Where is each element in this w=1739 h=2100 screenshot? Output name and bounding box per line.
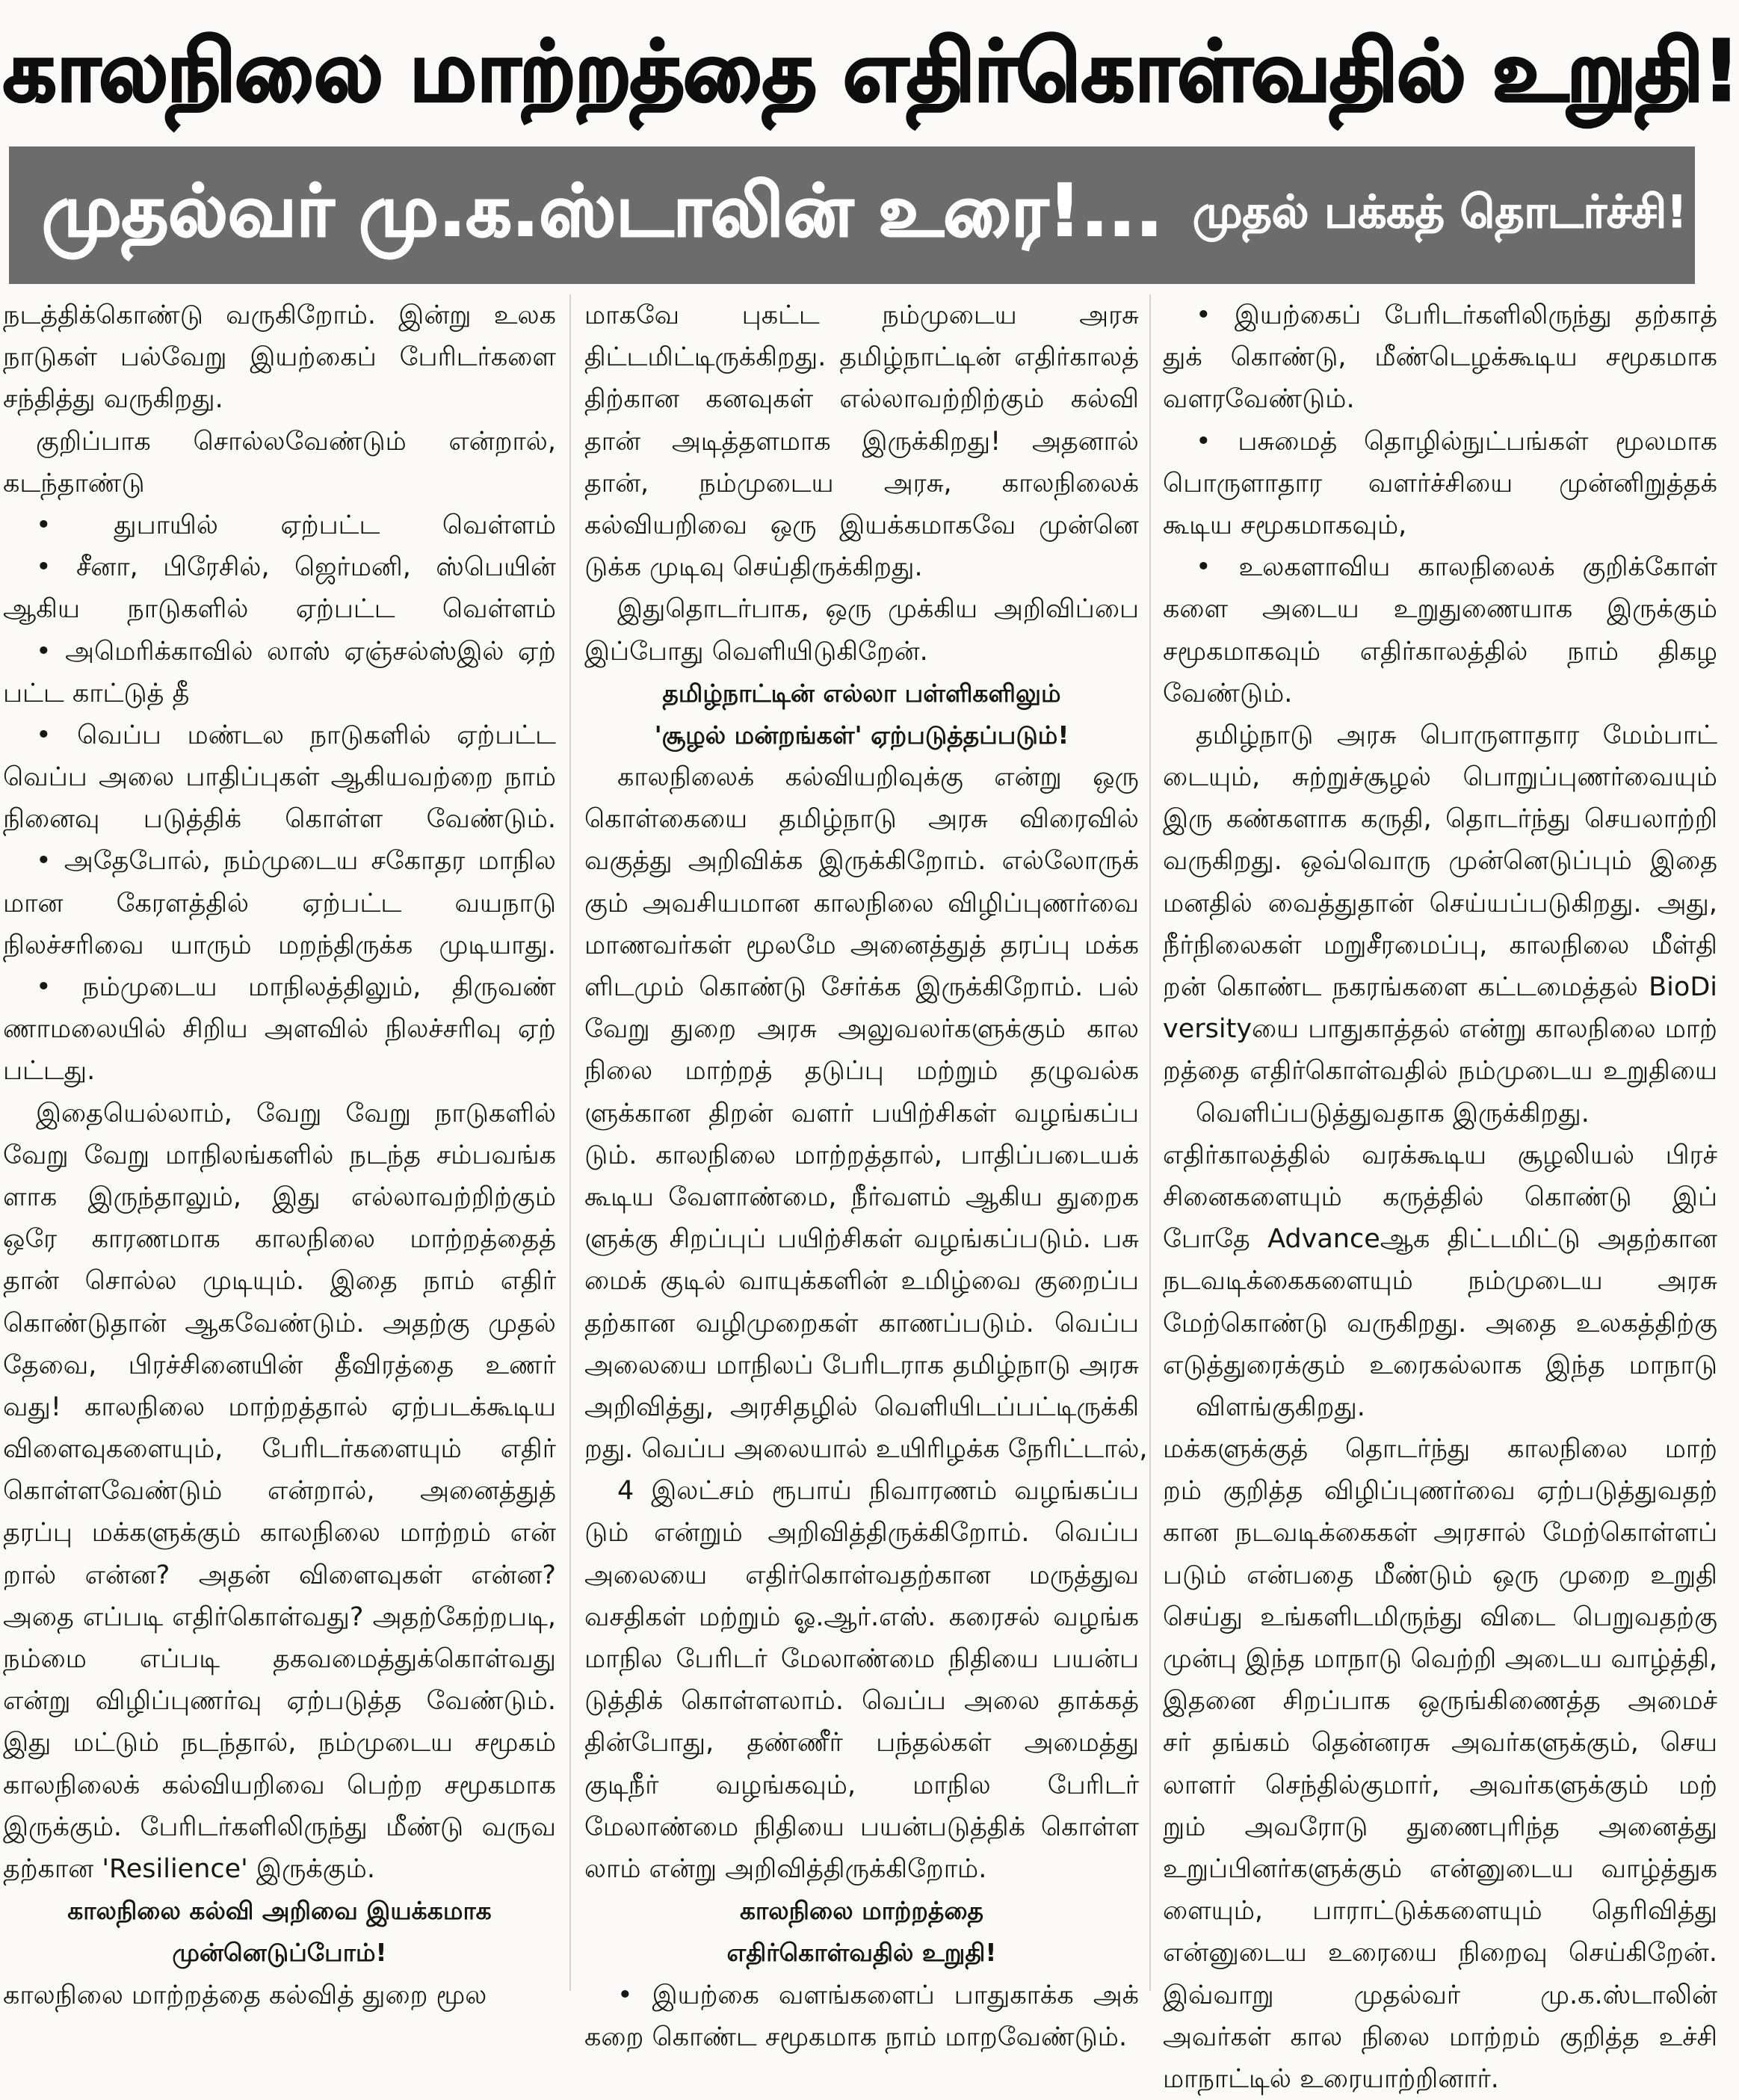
text-line: மாநாட்டில் உரையாற்றினார். bbox=[1163, 2063, 1499, 2094]
text-line: டுத்திக் கொள்ளலாம். வெப்ப அலை தாக்கத் bbox=[584, 1686, 1139, 1717]
text-line: சமூகமாகவும் எதிர்காலத்தில் நாம் திகழ bbox=[1163, 636, 1717, 667]
text-line: • இயற்கை வளங்களைப் பாதுகாக்க அக் bbox=[617, 1980, 1139, 2010]
text-line: டுக்க முடிவு செய்திருக்கிறது. bbox=[584, 552, 923, 583]
text-line: இதனை சிறப்பாக ஒருங்கிணைத்த அமைச் bbox=[1163, 1686, 1717, 1717]
text-line: • நம்முடைய மாநிலத்திலும், திருவண் bbox=[36, 972, 556, 1002]
text-line: இவ்வாறு முதல்வர் மு.க.ஸ்டாலின் bbox=[1163, 1980, 1717, 2010]
text-line: இதையெல்லாம், வேறு வேறு நாடுகளில் bbox=[36, 1098, 556, 1128]
text-line: பட்ட காட்டுத் தீ bbox=[3, 678, 190, 708]
text-line: • சீனா, பிரேசில், ஜெர்மனி, ஸ்பெயின் bbox=[36, 552, 556, 583]
text-line: வெளிப்படுத்துவதாக இருக்கிறது. bbox=[1196, 1098, 1590, 1128]
section-heading-line: காலநிலை கல்வி அறிவை இயக்கமாக bbox=[67, 1896, 492, 1926]
text-line: எடுத்துரைக்கும் உரைகல்லாக இந்த மாநாடு bbox=[1163, 1350, 1717, 1380]
text-line: இதுதொடர்பாக, ஒரு முக்கிய அறிவிப்பை bbox=[617, 594, 1139, 625]
article-column-3 bbox=[1163, 294, 1717, 2094]
text-line: ளையும், பாராட்டுக்களையும் தெரிவித்து bbox=[1163, 1896, 1717, 1927]
text-line: கூடிய வேளாண்மை, நீர்வளம் ஆகிய துறைக bbox=[584, 1182, 1139, 1212]
text-line: எதிர்காலத்தில் வரக்கூடிய சூழலியல் பிரச் bbox=[1163, 1140, 1717, 1170]
text-line: கொள்ளவேண்டும் என்றால், அனைத்துத் bbox=[3, 1476, 556, 1507]
text-line: ஒரே காரணமாக காலநிலை மாற்றத்தைத் bbox=[3, 1224, 556, 1255]
text-line: சினைகளையும் கருத்தில் கொண்டு இப் bbox=[1163, 1182, 1717, 1212]
text-line: ணாமலையில் சிறிய அளவில் நிலச்சரிவு ஏற் bbox=[3, 1014, 556, 1045]
text-line: ளிடமும் கொண்டு சேர்க்க இருக்கிறோம். பல் bbox=[584, 972, 1139, 1002]
text-line: காலநிலை மாற்றத்தை கல்வித் துறை மூல bbox=[3, 1980, 487, 2010]
text-line: காலநிலைக் கல்வியறிவுக்கு என்று ஒரு bbox=[617, 762, 1139, 793]
subheadline-continued: முதல் பக்கத் தொடர்ச்சி! bbox=[1192, 186, 1687, 238]
text-line: கொள்கையை தமிழ்நாடு அரசு விரைவில் bbox=[584, 804, 1139, 835]
text-line: நீர்நிலைகள் மறுசீரமைப்பு, காலநிலை மீள்தி bbox=[1163, 930, 1717, 960]
text-line: வேண்டும். bbox=[1163, 678, 1293, 708]
text-line: நிலை மாற்றத் தடுப்பு மற்றும் தழுவல்க bbox=[584, 1056, 1139, 1087]
text-line: • இயற்கைப் பேரிடர்களிலிருந்து தற்காத் bbox=[1196, 300, 1717, 330]
section-heading-line: எதிர்கொள்வதில் உறுதி! bbox=[726, 1938, 997, 1968]
text-line: மாணவர்கள் மூலமே அனைத்துத் தரப்பு மக்க bbox=[584, 930, 1139, 960]
section-heading-line: 'சூழல் மன்றங்கள்' ஏற்படுத்தப்படும்! bbox=[654, 720, 1069, 750]
text-line: விளங்குகிறது. bbox=[1196, 1392, 1365, 1422]
text-line: சந்தித்து வருகிறது. bbox=[3, 384, 223, 415]
text-line: வசதிகள் மற்றும் ஓ.ஆர்.எஸ். கரைசல் வழங்க bbox=[584, 1602, 1139, 1632]
text-line: றால் என்ன? அதன் விளைவுகள் என்ன? bbox=[3, 1560, 556, 1590]
text-line: ளுக்கான திறன் வளர் பயிற்சிகள் வழங்கப்ப bbox=[584, 1098, 1139, 1128]
text-line: மேலாண்மை நிதியை பயன்படுத்திக் கொள்ள bbox=[584, 1812, 1139, 1842]
text-line: வகுத்து அறிவிக்க இருக்கிறோம். எல்லோருக் bbox=[584, 846, 1139, 877]
text-line: கறை கொண்ட சமூகமாக நாம் மாறவேண்டும். bbox=[584, 2022, 1128, 2052]
text-line: மேற்கொண்டு வருகிறது. அதை உலகத்திற்கு bbox=[1163, 1308, 1717, 1338]
text-line: திற்கான கனவுகள் எல்லாவற்றிற்கும் கல்வி bbox=[584, 384, 1139, 415]
text-line: வேறு வேறு மாநிலங்களில் நடந்த சம்பவங்க bbox=[3, 1140, 556, 1170]
text-line: கொண்டுதான் ஆகவேண்டும். அதற்கு முதல் bbox=[3, 1308, 556, 1338]
text-line: ளாக இருந்தாலும், இது எல்லாவற்றிற்கும் bbox=[3, 1182, 556, 1212]
text-line: நிலச்சரிவை யாரும் மறந்திருக்க முடியாது. bbox=[3, 930, 556, 960]
text-line: டும் என்றும் அறிவித்திருக்கிறோம். வெப்ப bbox=[584, 1518, 1139, 1548]
text-line: versityயை பாதுகாத்தல் என்று காலநிலை மாற் bbox=[1163, 1014, 1717, 1045]
text-line: தான், நம்முடைய அரசு, காலநிலைக் bbox=[584, 468, 1139, 498]
text-line: டும். காலநிலை மாற்றத்தால், பாதிப்படையக் bbox=[584, 1140, 1139, 1170]
text-line: செய்து உங்களிடமிருந்து விடை பெறுவதற்கு bbox=[1163, 1602, 1717, 1632]
text-line: குடிநீர் வழங்கவும், மாநில பேரிடர் bbox=[584, 1770, 1139, 1800]
text-line: திட்டமிட்டிருக்கிறது. தமிழ்நாட்டின் எதிர்காலத் bbox=[584, 342, 1139, 373]
text-line: ளுக்கு சிறப்புப் பயிற்சிகள் வழங்கப்படும். பசு bbox=[584, 1224, 1139, 1255]
text-line: அலையை எதிர்கொள்வதற்கான மருத்துவ bbox=[584, 1560, 1139, 1590]
text-line: றம் குறித்த விழிப்புணர்வை ஏற்படுத்துவதற் bbox=[1163, 1476, 1717, 1507]
text-line: நாடுகள் பல்வேறு இயற்கைப் பேரிடர்களை bbox=[3, 342, 556, 373]
text-line: காலநிலைக் கல்வியறிவை பெற்ற சமூகமாக bbox=[3, 1770, 556, 1800]
text-line: டையும், சுற்றுச்சூழல் பொறுப்புணர்வையும் bbox=[1163, 762, 1717, 793]
text-line: மனதில் வைத்துதான் செய்யப்படுகிறது. அது, bbox=[1163, 888, 1717, 918]
text-line: றும் அவரோடு துணைபுரிந்த அனைத்து bbox=[1163, 1812, 1717, 1842]
headline: காலநிலை மாற்றத்தை எதிர்கொள்வதில் உறுதி! bbox=[3, 23, 1739, 120]
text-line: றன் கொண்ட நகரங்களை கட்டமைத்தல் BioDi bbox=[1163, 972, 1717, 1002]
text-line: வது! காலநிலை மாற்றத்தால் ஏற்படக்கூடிய bbox=[3, 1392, 556, 1422]
text-line: துக் கொண்டு, மீண்டெழக்கூடிய சமூகமாக bbox=[1163, 342, 1717, 373]
text-line: தற்கான 'Resilience' இருக்கும். bbox=[3, 1853, 375, 1884]
text-line: அறிவித்து, அரசிதழில் வெளியிடப்பட்டிருக்கி bbox=[584, 1392, 1139, 1422]
text-line: • அதேபோல், நம்முடைய சகோதர மாநில bbox=[36, 846, 556, 877]
text-line: விளைவுகளையும், பேரிடர்களையும் எதிர் bbox=[3, 1434, 556, 1465]
section-heading-line: காலநிலை மாற்றத்தை bbox=[739, 1896, 984, 1926]
text-line: தான் சொல்ல முடியும். இதை நாம் எதிர் bbox=[3, 1266, 556, 1297]
text-line: இருக்கும். பேரிடர்களிலிருந்து மீண்டு வருவ bbox=[3, 1812, 556, 1842]
text-line: அவர்கள் கால நிலை மாற்றம் குறித்த உச்சி bbox=[1163, 2022, 1717, 2052]
section-heading-line: முன்னெடுப்போம்! bbox=[172, 1938, 387, 1968]
text-line: மாகவே புகட்ட நம்முடைய அரசு bbox=[584, 300, 1139, 330]
text-line: பொருளாதார வளர்ச்சியை முன்னிறுத்தக் bbox=[1163, 468, 1717, 498]
text-line: நம்மை எப்படி தகவமைத்துக்கொள்வது bbox=[3, 1644, 556, 1674]
text-line: வளரவேண்டும். bbox=[1163, 384, 1355, 415]
text-line: ஆகிய நாடுகளில் ஏற்பட்ட வெள்ளம் bbox=[3, 594, 556, 625]
text-line: நினைவு படுத்திக் கொள்ள வேண்டும். bbox=[3, 804, 556, 835]
text-line: வருகிறது. ஒவ்வொரு முன்னெடுப்பும் இதை bbox=[1163, 846, 1717, 877]
text-line: படும் என்பதை மீண்டும் ஒரு முறை உறுதி bbox=[1163, 1560, 1717, 1590]
text-line: அலையை மாநிலப் பேரிடராக தமிழ்நாடு அரசு bbox=[584, 1350, 1139, 1380]
article-column-2 bbox=[584, 294, 1148, 2052]
text-line: • வெப்ப மண்டல நாடுகளில் ஏற்பட்ட bbox=[36, 720, 556, 750]
text-line: என்னுடைய உரையை நிறைவு செய்கிறேன். bbox=[1163, 1938, 1717, 1968]
text-line: • உலகளாவிய காலநிலைக் குறிக்கோள் bbox=[1196, 552, 1717, 583]
text-line: லாம் என்று அறிவித்திருக்கிறோம். bbox=[584, 1853, 987, 1884]
text-line: நடத்திக்கொண்டு வருகிறோம். இன்று உலக bbox=[3, 300, 556, 330]
text-line: கூடிய சமூகமாகவும், bbox=[1163, 510, 1407, 540]
text-line: தற்கான வழிமுறைகள் காணப்படும். வெப்ப bbox=[584, 1308, 1139, 1338]
text-line: மான கேரளத்தில் ஏற்பட்ட வயநாடு bbox=[3, 888, 556, 918]
text-line: கும் அவசியமான காலநிலை விழிப்புணர்வை bbox=[584, 888, 1139, 918]
text-line: மாநில பேரிடர் மேலாண்மை நிதியை பயன்ப bbox=[584, 1644, 1139, 1674]
text-line: நடவடிக்கைகளையும் நம்முடைய அரசு bbox=[1163, 1266, 1717, 1297]
subheadline-main: முதல்வர் மு.க.ஸ்டாலின் உரை!... bbox=[42, 168, 1163, 253]
text-line: 4 இலட்சம் ரூபாய் நிவாரணம் வழங்கப்ப bbox=[617, 1476, 1139, 1507]
text-line: இரு கண்களாக கருதி, தொடர்ந்து செயலாற்றி bbox=[1163, 804, 1717, 835]
text-line: இது மட்டும் நடந்தால், நம்முடைய சமூகம் bbox=[3, 1728, 556, 1758]
text-line: கான நடவடிக்கைகள் அரசால் மேற்கொள்ளப் bbox=[1163, 1518, 1717, 1548]
text-line: • பசுமைத் தொழில்நுட்பங்கள் மூலமாக bbox=[1196, 426, 1717, 457]
subheadline-banner bbox=[9, 146, 1695, 284]
text-line: றது. வெப்ப அலையால் உயிரிழக்க நேரிட்டால், bbox=[584, 1434, 1148, 1465]
text-line: தரப்பு மக்களுக்கும் காலநிலை மாற்றம் என் bbox=[3, 1518, 556, 1548]
column-divider bbox=[569, 294, 571, 1991]
text-line: குறிப்பாக சொல்லவேண்டும் என்றால், bbox=[36, 426, 556, 457]
text-line: முன்பு இந்த மாநாடு வெற்றி அடைய வாழ்த்தி, bbox=[1163, 1644, 1717, 1674]
text-line: தமிழ்நாடு அரசு பொருளாதார மேம்பாட் bbox=[1196, 720, 1717, 750]
text-line: தேவை, பிரச்சினையின் தீவிரத்தை உணர் bbox=[3, 1350, 556, 1380]
text-line: கல்வியறிவை ஒரு இயக்கமாகவே முன்னெ bbox=[584, 510, 1139, 540]
text-line: பட்டது. bbox=[3, 1056, 96, 1087]
column-divider bbox=[1149, 294, 1151, 1991]
article-column-1 bbox=[3, 294, 556, 2010]
text-line: கடந்தாண்டு bbox=[3, 468, 145, 498]
section-heading-line: தமிழ்நாட்டின் எல்லா பள்ளிகளிலும் bbox=[662, 678, 1061, 708]
text-line: மைக் குடில் வாயுக்களின் உமிழ்வை குறைப்ப bbox=[584, 1266, 1139, 1297]
text-line: றத்தை எதிர்கொள்வதில் நம்முடைய உறுதியை bbox=[1163, 1056, 1717, 1087]
text-line: சர் தங்கம் தென்னரசு அவர்களுக்கும், செய bbox=[1163, 1728, 1717, 1758]
text-line: • துபாயில் ஏற்பட்ட வெள்ளம் bbox=[36, 510, 556, 540]
text-line: போதே Advanceஆக திட்டமிட்டு அதற்கான bbox=[1163, 1224, 1717, 1255]
text-line: தான் அடித்தளமாக இருக்கிறது! அதனால் bbox=[584, 426, 1139, 457]
text-line: வெப்ப அலை பாதிப்புகள் ஆகியவற்றை நாம் bbox=[3, 762, 556, 793]
text-line: லாளர் செந்தில்குமார், அவர்களுக்கும் மற் bbox=[1163, 1770, 1717, 1800]
text-line: இப்போது வெளியிடுகிறேன். bbox=[584, 636, 928, 667]
text-line: • அமெரிக்காவில் லாஸ் ஏஞ்சல்ஸ்இல் ஏற் bbox=[36, 636, 556, 667]
text-line: தின்போது, தண்ணீர் பந்தல்கள் அமைத்து bbox=[584, 1728, 1139, 1758]
text-line: உறுப்பினர்களுக்கும் என்னுடைய வாழ்த்துக bbox=[1163, 1853, 1717, 1884]
text-line: களை அடைய உறுதுணையாக இருக்கும் bbox=[1163, 594, 1717, 625]
text-line: மக்களுக்குத் தொடர்ந்து காலநிலை மாற் bbox=[1163, 1434, 1717, 1465]
text-line: வேறு துறை அரசு அலுவலர்களுக்கும் கால bbox=[584, 1014, 1139, 1045]
text-line: என்று விழிப்புணர்வு ஏற்படுத்த வேண்டும். bbox=[3, 1686, 556, 1717]
text-line: அதை எப்படி எதிர்கொள்வது? அதற்கேற்றபடி, bbox=[3, 1602, 556, 1632]
